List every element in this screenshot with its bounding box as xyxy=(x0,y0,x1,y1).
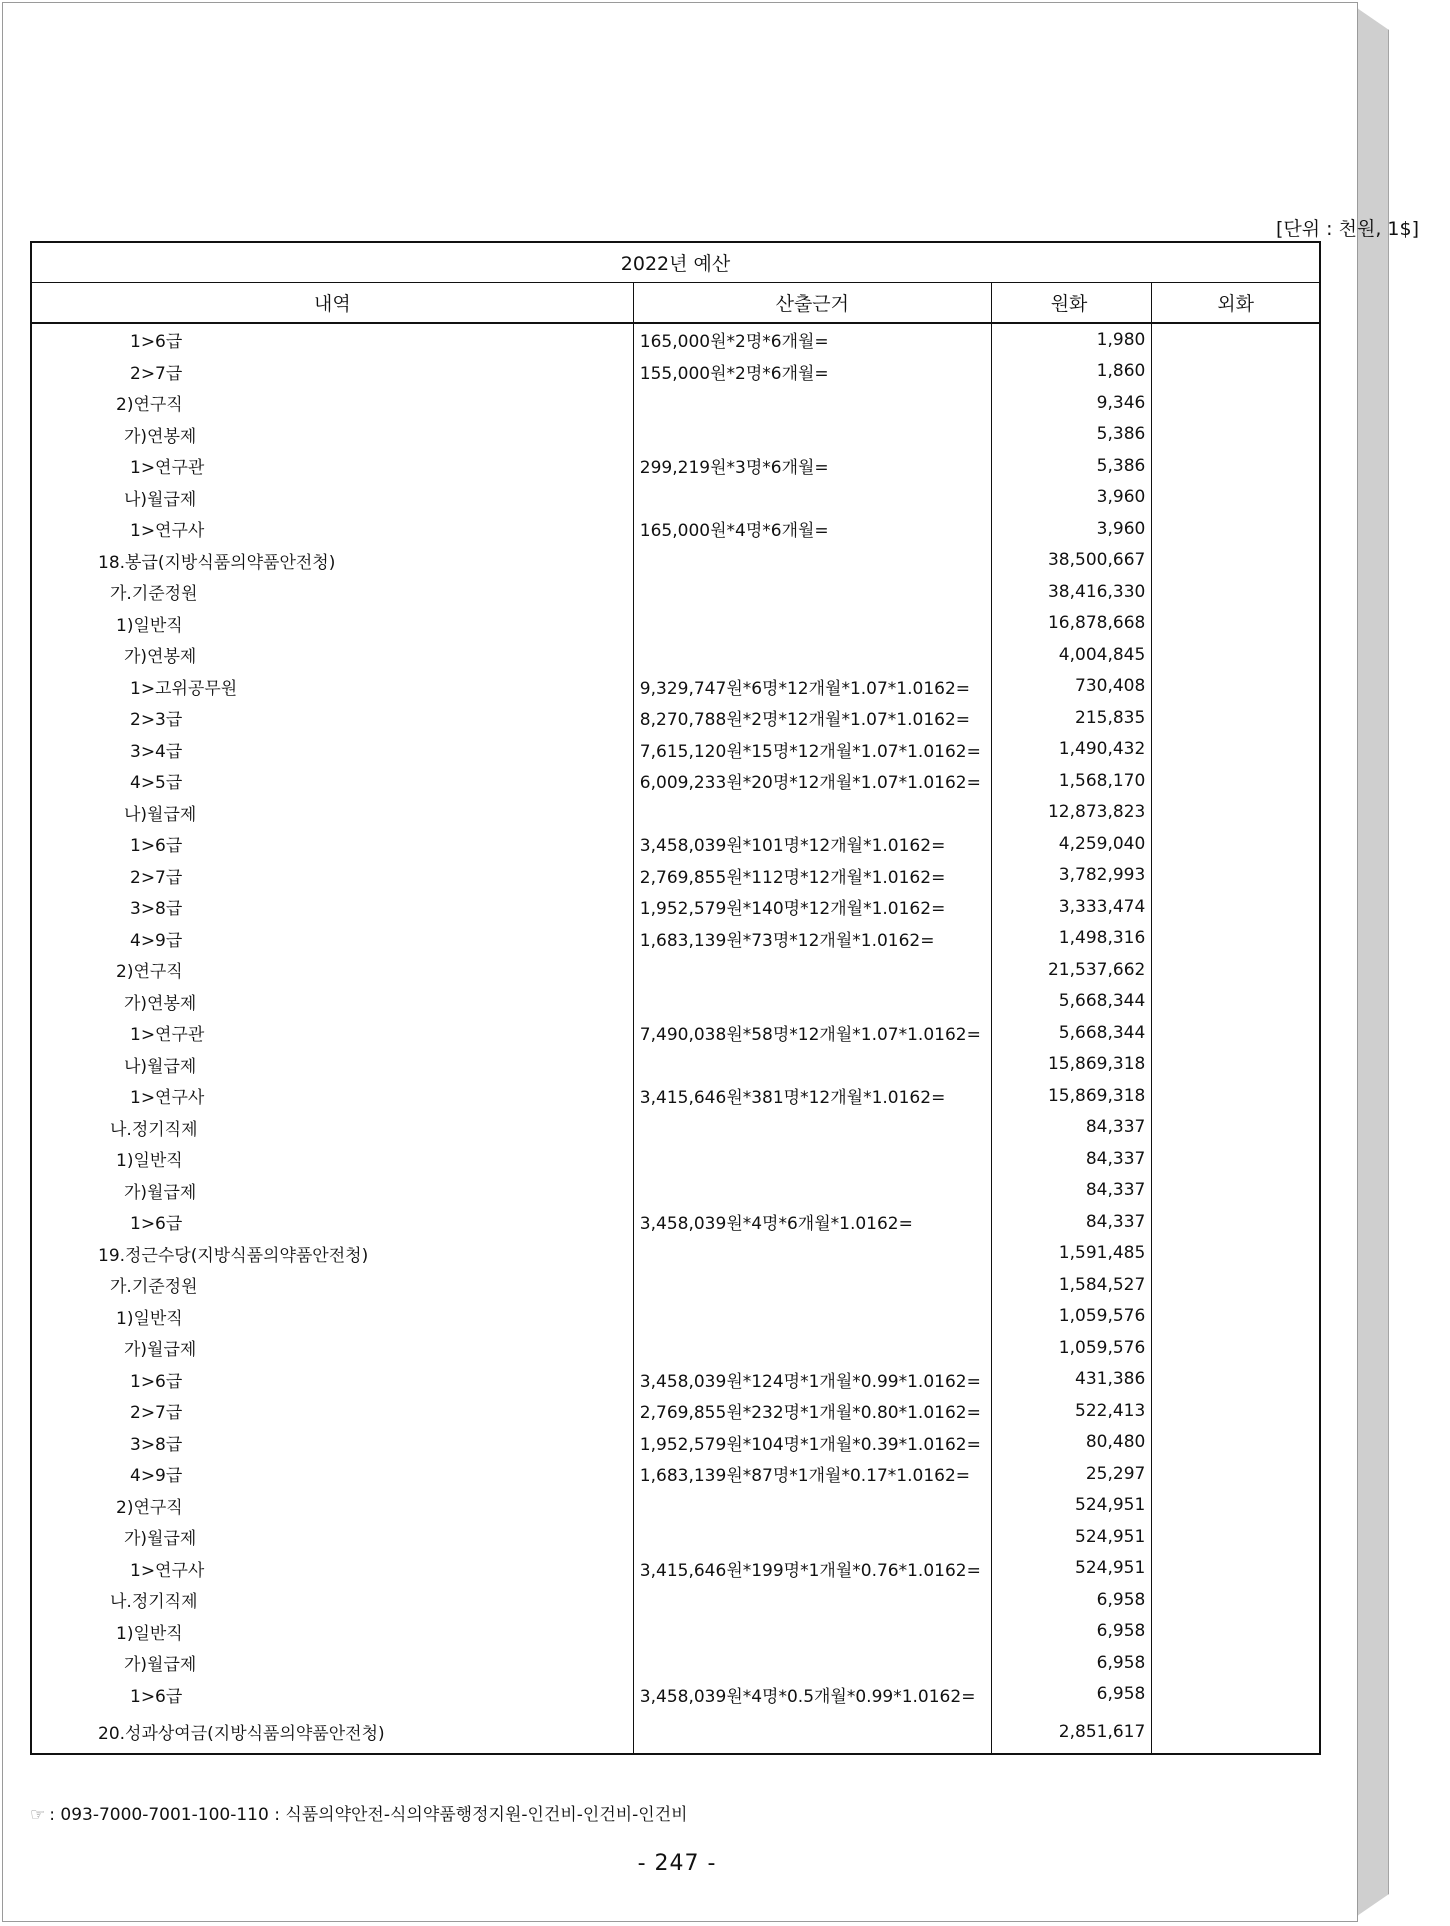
krw-cell: 1,568,170 xyxy=(991,765,1152,797)
usd-cell xyxy=(1152,513,1320,545)
table-row xyxy=(31,639,1320,671)
budget-table xyxy=(30,241,1321,1755)
krw-cell: 84,337 xyxy=(991,1112,1152,1144)
table-row xyxy=(31,545,1320,577)
krw-cell: 431,386 xyxy=(991,1364,1152,1396)
table-row xyxy=(31,891,1320,923)
basis-cell: 3,458,039원*101명*12개월*1.0162= xyxy=(633,828,991,860)
usd-cell xyxy=(1152,482,1320,514)
krw-cell: 12,873,823 xyxy=(991,797,1152,829)
krw-cell: 4,259,040 xyxy=(991,828,1152,860)
table-row xyxy=(31,1301,1320,1333)
table-row xyxy=(31,765,1320,797)
table-row xyxy=(31,1175,1320,1207)
item-cell: 18.봉급(지방식품의약품안전청) xyxy=(31,545,633,577)
basis-cell xyxy=(633,1175,991,1207)
basis-cell: 1,952,579원*104명*1개월*0.39*1.0162= xyxy=(633,1427,991,1459)
item-cell: 1)일반직 xyxy=(31,608,633,640)
usd-cell xyxy=(1152,860,1320,892)
pointer-icon: ☞ xyxy=(30,1805,46,1825)
usd-cell xyxy=(1152,1427,1320,1459)
basis-cell: 3,458,039원*124명*1개월*0.99*1.0162= xyxy=(633,1364,991,1396)
unit-note: [단위 : 천원, 1$] xyxy=(1276,218,1419,240)
basis-cell xyxy=(633,1049,991,1081)
table-row xyxy=(31,608,1320,640)
basis-cell: 6,009,233원*20명*12개월*1.07*1.0162= xyxy=(633,765,991,797)
item-cell: 1)일반직 xyxy=(31,1616,633,1648)
usd-cell xyxy=(1152,1553,1320,1585)
basis-cell xyxy=(633,1143,991,1175)
basis-cell: 7,615,120원*15명*12개월*1.07*1.0162= xyxy=(633,734,991,766)
item-cell: 1>연구사 xyxy=(31,1080,633,1112)
item-cell: 1)일반직 xyxy=(31,1301,633,1333)
basis-cell xyxy=(633,608,991,640)
basis-cell xyxy=(633,1521,991,1553)
table-row xyxy=(31,923,1320,955)
basis-cell xyxy=(633,1112,991,1144)
item-cell: 가)월급제 xyxy=(31,1521,633,1553)
basis-cell: 9,329,747원*6명*12개월*1.07*1.0162= xyxy=(633,671,991,703)
item-cell: 4>9급 xyxy=(31,1458,633,1490)
krw-cell: 3,333,474 xyxy=(991,891,1152,923)
krw-cell: 3,960 xyxy=(991,482,1152,514)
table-row xyxy=(31,828,1320,860)
krw-cell: 84,337 xyxy=(991,1143,1152,1175)
column-header-usd: 외화 xyxy=(1152,283,1320,324)
table-row xyxy=(31,1143,1320,1175)
basis-cell: 3,415,646원*199명*1개월*0.76*1.0162= xyxy=(633,1553,991,1585)
column-header-item: 내역 xyxy=(31,283,633,324)
usd-cell xyxy=(1152,671,1320,703)
krw-cell: 6,958 xyxy=(991,1679,1152,1711)
usd-cell xyxy=(1152,765,1320,797)
usd-cell xyxy=(1152,1206,1320,1238)
krw-cell: 524,951 xyxy=(991,1490,1152,1522)
krw-cell: 84,337 xyxy=(991,1206,1152,1238)
basis-cell xyxy=(633,954,991,986)
basis-cell xyxy=(633,1332,991,1364)
basis-cell xyxy=(633,639,991,671)
basis-cell xyxy=(633,986,991,1018)
table-row xyxy=(31,1206,1320,1238)
basis-cell xyxy=(633,387,991,419)
table-row xyxy=(31,702,1320,734)
basis-cell: 299,219원*3명*6개월= xyxy=(633,450,991,482)
usd-cell xyxy=(1152,702,1320,734)
item-cell: 가)연봉제 xyxy=(31,986,633,1018)
item-cell: 가)월급제 xyxy=(31,1175,633,1207)
usd-cell xyxy=(1152,1017,1320,1049)
basis-cell: 3,415,646원*381명*12개월*1.0162= xyxy=(633,1080,991,1112)
table-row xyxy=(31,1427,1320,1459)
table-row xyxy=(31,986,1320,1018)
table-row xyxy=(31,1584,1320,1616)
basis-cell: 2,769,855원*232명*1개월*0.80*1.0162= xyxy=(633,1395,991,1427)
table-row xyxy=(31,1269,1320,1301)
usd-cell xyxy=(1152,1584,1320,1616)
basis-cell xyxy=(633,1269,991,1301)
table-row xyxy=(31,1458,1320,1490)
table-row xyxy=(31,1238,1320,1270)
usd-cell xyxy=(1152,1080,1320,1112)
usd-cell xyxy=(1152,1175,1320,1207)
column-header-basis: 산출근거 xyxy=(633,283,991,324)
krw-cell: 1,498,316 xyxy=(991,923,1152,955)
year-header: 2022년 예산 xyxy=(31,242,1320,283)
table-row xyxy=(31,1521,1320,1553)
basis-cell: 155,000원*2명*6개월= xyxy=(633,356,991,388)
table-row xyxy=(31,576,1320,608)
table-row xyxy=(31,387,1320,419)
usd-cell xyxy=(1152,1112,1320,1144)
page-number: - 247 - xyxy=(637,1851,717,1876)
usd-cell xyxy=(1152,1647,1320,1679)
table-row xyxy=(31,1112,1320,1144)
item-cell: 가.기준정원 xyxy=(31,576,633,608)
table-row xyxy=(31,1364,1320,1396)
usd-cell xyxy=(1152,323,1320,356)
usd-cell xyxy=(1152,1238,1320,1270)
usd-cell xyxy=(1152,639,1320,671)
table-row xyxy=(31,1553,1320,1585)
table-body xyxy=(31,323,1320,1754)
usd-cell xyxy=(1152,1490,1320,1522)
item-cell: 가.기준정원 xyxy=(31,1269,633,1301)
usd-cell xyxy=(1152,1269,1320,1301)
usd-cell xyxy=(1152,891,1320,923)
krw-cell: 15,869,318 xyxy=(991,1049,1152,1081)
basis-cell: 165,000원*4명*6개월= xyxy=(633,513,991,545)
basis-cell xyxy=(633,1616,991,1648)
usd-cell xyxy=(1152,1301,1320,1333)
footnote xyxy=(30,1800,688,1825)
basis-cell: 1,952,579원*140명*12개월*1.0162= xyxy=(633,891,991,923)
krw-cell: 25,297 xyxy=(991,1458,1152,1490)
basis-cell: 8,270,788원*2명*12개월*1.07*1.0162= xyxy=(633,702,991,734)
basis-cell xyxy=(633,576,991,608)
table-row xyxy=(31,671,1320,703)
usd-cell xyxy=(1152,450,1320,482)
krw-cell: 522,413 xyxy=(991,1395,1152,1427)
column-header-krw: 원화 xyxy=(991,283,1152,324)
item-cell: 1>연구관 xyxy=(31,1017,633,1049)
item-cell: 19.정근수당(지방식품의약품안전청) xyxy=(31,1238,633,1270)
krw-cell: 2,851,617 xyxy=(991,1710,1152,1754)
item-cell: 나)월급제 xyxy=(31,1049,633,1081)
krw-cell: 15,869,318 xyxy=(991,1080,1152,1112)
usd-cell xyxy=(1152,986,1320,1018)
item-cell: 3>4급 xyxy=(31,734,633,766)
item-cell: 1>6급 xyxy=(31,1364,633,1396)
basis-cell: 1,683,139원*87명*1개월*0.17*1.0162= xyxy=(633,1458,991,1490)
krw-cell: 215,835 xyxy=(991,702,1152,734)
table-row xyxy=(31,1332,1320,1364)
krw-cell: 4,004,845 xyxy=(991,639,1152,671)
table-row xyxy=(31,860,1320,892)
usd-cell xyxy=(1152,1710,1320,1754)
usd-cell xyxy=(1152,1049,1320,1081)
usd-cell xyxy=(1152,1458,1320,1490)
basis-cell xyxy=(633,1584,991,1616)
basis-cell xyxy=(633,1238,991,1270)
item-cell: 2)연구직 xyxy=(31,1490,633,1522)
table-row xyxy=(31,1679,1320,1711)
item-cell: 1>6급 xyxy=(31,1206,633,1238)
usd-cell xyxy=(1152,734,1320,766)
krw-cell: 5,668,344 xyxy=(991,986,1152,1018)
krw-cell: 1,980 xyxy=(991,323,1152,356)
item-cell: 2>7급 xyxy=(31,356,633,388)
krw-cell: 1,059,576 xyxy=(991,1332,1152,1364)
basis-cell: 1,683,139원*73명*12개월*1.0162= xyxy=(633,923,991,955)
item-cell: 1>고위공무원 xyxy=(31,671,633,703)
usd-cell xyxy=(1152,1332,1320,1364)
table-row xyxy=(31,734,1320,766)
krw-cell: 3,960 xyxy=(991,513,1152,545)
basis-cell: 3,458,039원*4명*6개월*1.0162= xyxy=(633,1206,991,1238)
table-row xyxy=(31,323,1320,356)
usd-cell xyxy=(1152,1521,1320,1553)
krw-cell: 524,951 xyxy=(991,1521,1152,1553)
krw-cell: 1,860 xyxy=(991,356,1152,388)
table-row xyxy=(31,797,1320,829)
item-cell: 나.정기직제 xyxy=(31,1112,633,1144)
krw-cell: 524,951 xyxy=(991,1553,1152,1585)
krw-cell: 6,958 xyxy=(991,1584,1152,1616)
item-cell: 4>9급 xyxy=(31,923,633,955)
item-cell: 가)연봉제 xyxy=(31,419,633,451)
item-cell: 가)월급제 xyxy=(31,1332,633,1364)
table-row xyxy=(31,1647,1320,1679)
krw-cell: 5,386 xyxy=(991,419,1152,451)
basis-cell xyxy=(633,1647,991,1679)
basis-cell xyxy=(633,545,991,577)
item-cell: 3>8급 xyxy=(31,891,633,923)
table-row xyxy=(31,1017,1320,1049)
usd-cell xyxy=(1152,545,1320,577)
krw-cell: 1,490,432 xyxy=(991,734,1152,766)
usd-cell xyxy=(1152,1364,1320,1396)
usd-cell xyxy=(1152,576,1320,608)
table-row xyxy=(31,954,1320,986)
usd-cell xyxy=(1152,1616,1320,1648)
basis-cell: 2,769,855원*112명*12개월*1.0162= xyxy=(633,860,991,892)
usd-cell xyxy=(1152,954,1320,986)
basis-cell xyxy=(633,1301,991,1333)
item-cell: 1>연구사 xyxy=(31,513,633,545)
table-row xyxy=(31,1616,1320,1648)
item-cell: 4>5급 xyxy=(31,765,633,797)
table-row xyxy=(31,1080,1320,1112)
usd-cell xyxy=(1152,828,1320,860)
item-cell: 3>8급 xyxy=(31,1427,633,1459)
column-header-row xyxy=(31,283,1320,324)
krw-cell: 84,337 xyxy=(991,1175,1152,1207)
krw-cell: 6,958 xyxy=(991,1647,1152,1679)
krw-cell: 5,668,344 xyxy=(991,1017,1152,1049)
usd-cell xyxy=(1152,797,1320,829)
basis-cell xyxy=(633,1710,991,1754)
usd-cell xyxy=(1152,1395,1320,1427)
table-row xyxy=(31,419,1320,451)
table-row xyxy=(31,513,1320,545)
krw-cell: 9,346 xyxy=(991,387,1152,419)
item-cell: 2)연구직 xyxy=(31,954,633,986)
krw-cell: 21,537,662 xyxy=(991,954,1152,986)
usd-cell xyxy=(1152,387,1320,419)
item-cell: 2>7급 xyxy=(31,1395,633,1427)
krw-cell: 38,416,330 xyxy=(991,576,1152,608)
table-row xyxy=(31,1395,1320,1427)
basis-cell xyxy=(633,482,991,514)
item-cell: 1>연구관 xyxy=(31,450,633,482)
usd-cell xyxy=(1152,923,1320,955)
basis-cell: 7,490,038원*58명*12개월*1.07*1.0162= xyxy=(633,1017,991,1049)
usd-cell xyxy=(1152,1143,1320,1175)
usd-cell xyxy=(1152,356,1320,388)
krw-cell: 1,584,527 xyxy=(991,1269,1152,1301)
table-row xyxy=(31,1049,1320,1081)
item-cell: 1>연구사 xyxy=(31,1553,633,1585)
basis-cell: 3,458,039원*4명*0.5개월*0.99*1.0162= xyxy=(633,1679,991,1711)
item-cell: 2>3급 xyxy=(31,702,633,734)
table-row xyxy=(31,356,1320,388)
krw-cell: 3,782,993 xyxy=(991,860,1152,892)
krw-cell: 730,408 xyxy=(991,671,1152,703)
item-cell: 2)연구직 xyxy=(31,387,633,419)
krw-cell: 5,386 xyxy=(991,450,1152,482)
item-cell: 1>6급 xyxy=(31,1679,633,1711)
item-cell: 1>6급 xyxy=(31,323,633,356)
item-cell: 1>6급 xyxy=(31,828,633,860)
basis-cell: 165,000원*2명*6개월= xyxy=(633,323,991,356)
krw-cell: 6,958 xyxy=(991,1616,1152,1648)
basis-cell xyxy=(633,797,991,829)
krw-cell: 80,480 xyxy=(991,1427,1152,1459)
item-cell: 1)일반직 xyxy=(31,1143,633,1175)
basis-cell xyxy=(633,419,991,451)
item-cell: 나)월급제 xyxy=(31,482,633,514)
page-edge-shadow xyxy=(1357,8,1389,1916)
krw-cell: 16,878,668 xyxy=(991,608,1152,640)
krw-cell: 1,591,485 xyxy=(991,1238,1152,1270)
item-cell: 나.정기직제 xyxy=(31,1584,633,1616)
footnote-text: : 093-7000-7001-100-110 : 식품의약안전-식의약품행정지원-인건비-인건비-인건비 xyxy=(49,1805,688,1825)
basis-cell xyxy=(633,1490,991,1522)
table-row xyxy=(31,482,1320,514)
krw-cell: 38,500,667 xyxy=(991,545,1152,577)
item-cell: 2>7급 xyxy=(31,860,633,892)
usd-cell xyxy=(1152,608,1320,640)
table-row xyxy=(31,1490,1320,1522)
item-cell: 가)월급제 xyxy=(31,1647,633,1679)
usd-cell xyxy=(1152,419,1320,451)
table-row xyxy=(31,450,1320,482)
item-cell: 가)연봉제 xyxy=(31,639,633,671)
item-cell: 나)월급제 xyxy=(31,797,633,829)
item-cell: 20.성과상여금(지방식품의약품안전청) xyxy=(31,1710,633,1754)
usd-cell xyxy=(1152,1679,1320,1711)
krw-cell: 1,059,576 xyxy=(991,1301,1152,1333)
table-row xyxy=(31,1710,1320,1754)
year-header-row xyxy=(31,242,1320,283)
